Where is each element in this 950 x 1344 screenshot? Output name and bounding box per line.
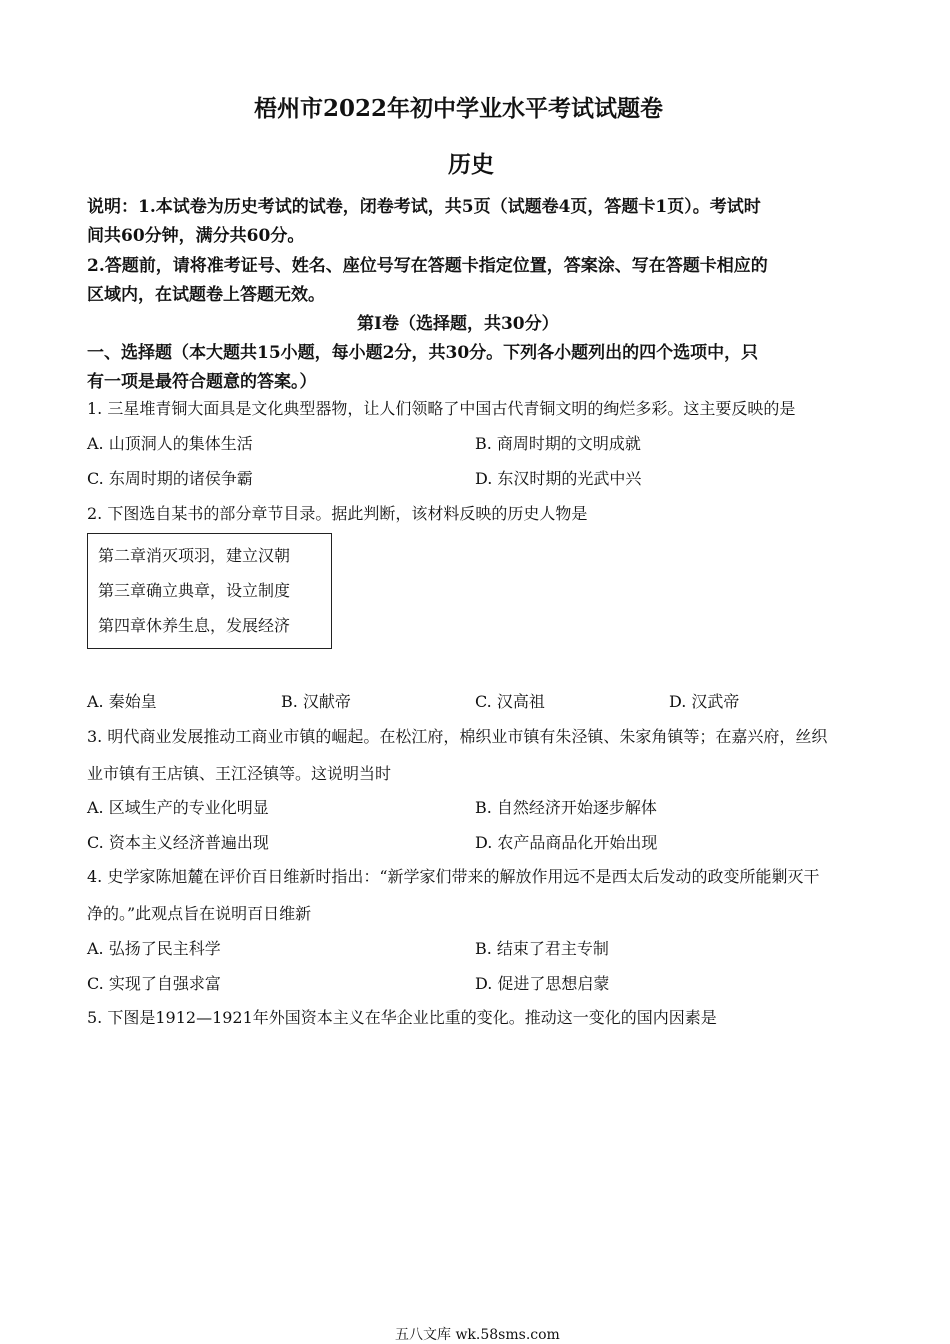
instructions-line-4: 区域内，在试题卷上答题无效。 <box>87 285 325 305</box>
question-2-stem: 2. 下图选自某书的部分章节目录。据此判断，该材料反映的历史人物是 <box>87 504 588 523</box>
question-4-option-a: A. 弘扬了民主科学 <box>87 939 221 958</box>
chapter-list-line: 第三章确立典章，设立制度 <box>98 581 291 600</box>
question-4-stem-line-2: 净的。”此观点旨在说明百日维新 <box>87 904 312 923</box>
question-1-stem: 1. 三星堆青铜大面具是文化典型器物，让人们领略了中国古代青铜文明的绚烂多彩。这主要反映的是 <box>87 399 796 418</box>
instructions-line-3: 2.答题前，请将准考证号、姓名、座位号写在答题卡指定位置，答案涂、写在答题卡相应的 <box>87 256 768 276</box>
instructions-line-2: 间共60分钟，满分共60分。 <box>87 226 305 246</box>
subject-title: 历史 <box>448 151 494 178</box>
question-3-option-a: A. 区域生产的专业化明显 <box>87 798 269 817</box>
question-3-option-b: B. 自然经济开始逐步解体 <box>475 798 657 817</box>
chapter-list-line: 第二章消灭项羽，建立汉朝 <box>98 546 291 565</box>
question-5-stem: 5. 下图是1912—1921年外国资本主义在华企业比重的变化。推动这一变化的国内因素是 <box>87 1008 717 1027</box>
question-3-option-c: C. 资本主义经济普遍出现 <box>87 833 269 852</box>
question-4-option-d: D. 促进了思想启蒙 <box>475 974 610 993</box>
question-1-option-b: B. 商周时期的文明成就 <box>475 434 641 453</box>
question-1-option-d: D. 东汉时期的光武中兴 <box>475 469 642 488</box>
chapter-list-box <box>87 533 332 649</box>
question-3-option-d: D. 农产品商品化开始出现 <box>475 833 658 852</box>
question-4-option-b: B. 结束了君主专制 <box>475 939 609 958</box>
question-4-option-c: C. 实现了自强求富 <box>87 974 221 993</box>
question-1-option-c: C. 东周时期的诸侯争霸 <box>87 469 253 488</box>
question-4-stem-line-1: 4. 史学家陈旭麓在评价百日维新时指出：“新学家们带来的解放作用远不是西太后发动的政变所能剿灭干 <box>87 867 820 886</box>
question-1-option-a: A. 山顶洞人的集体生活 <box>87 434 253 453</box>
section-title: 第Ⅰ卷（选择题，共30分） <box>357 314 559 334</box>
instructions-line-1: 说明：1.本试卷为历史考试的试卷，闭卷考试，共5页（试题卷4页，答题卡1页）。考试时 <box>87 197 761 217</box>
question-2-option-b: B. 汉献帝 <box>281 692 351 711</box>
question-3-stem-line-2: 业市镇有王店镇、王江泾镇等。这说明当时 <box>87 764 392 783</box>
question-2-option-a: A. 秦始皇 <box>87 692 157 711</box>
footer-watermark: 五八文库 wk.58sms.com <box>395 1327 560 1343</box>
question-2-option-c: C. 汉高祖 <box>475 692 545 711</box>
section-heading-line-2: 有一项是最符合题意的答案。） <box>87 372 317 392</box>
exam-title: 梧州市2022年初中学业水平考试试题卷 <box>254 95 664 122</box>
chapter-list-line: 第四章休养生息，发展经济 <box>98 616 291 635</box>
question-3-stem-line-1: 3. 明代商业发展推动工商业市镇的崛起。在松江府，棉织业市镇有朱泾镇、朱家角镇等；在嘉兴府，丝织 <box>87 727 828 746</box>
question-2-option-d: D. 汉武帝 <box>669 692 740 711</box>
section-heading-line-1: 一、选择题（本大题共15小题，每小题2分，共30分。下列各小题列出的四个选项中，只 <box>87 343 759 363</box>
